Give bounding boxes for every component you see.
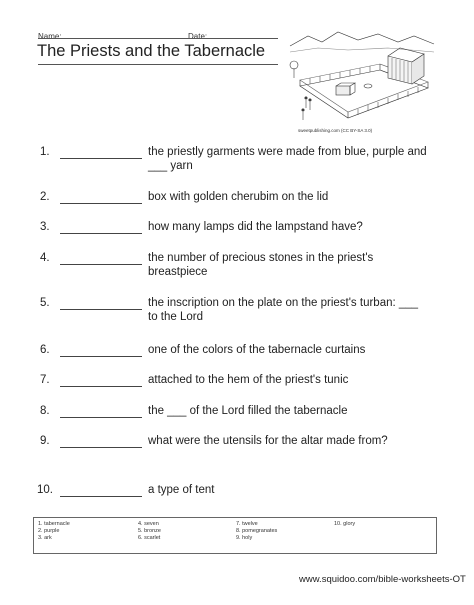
word-bank [33, 517, 437, 554]
question-text: the number of precious stones in the priest's breastpiece [148, 252, 374, 278]
answer-blank[interactable] [60, 356, 142, 357]
question-number: 8. [40, 405, 50, 417]
word-bank-item: 1. tabernacle [38, 521, 70, 527]
question-number: 3. [40, 221, 50, 233]
question-number: 6. [40, 344, 50, 356]
answer-blank[interactable] [60, 264, 142, 265]
question-number: 7. [40, 374, 50, 386]
question-text: what were the utensils for the altar made from? [148, 435, 388, 447]
answer-blank[interactable] [60, 496, 142, 497]
answer-blank[interactable] [60, 386, 142, 387]
image-credit: sweetpublishing.com (CC BY-SA 3.0) [298, 128, 373, 133]
word-bank-item: 10. glory [334, 521, 356, 527]
question-text: the priestly garments were made from blue, purple and ___ yarn [148, 146, 427, 172]
question-number: 2. [40, 191, 50, 203]
tabernacle-illustration [288, 28, 436, 126]
word-bank-item: 7. twelve [236, 521, 258, 527]
name-date-row [38, 28, 278, 42]
question-number: 9. [40, 435, 50, 447]
question-number: 4. [40, 252, 50, 264]
question-text: how many lamps did the lampstand have? [148, 221, 363, 233]
question-text: one of the colors of the tabernacle curtains [148, 344, 366, 356]
word-bank-item: 8. pomegranates [236, 528, 278, 534]
name-label: Name: [38, 32, 62, 41]
answer-blank[interactable] [60, 417, 142, 418]
title-underline [38, 64, 278, 65]
word-bank-item: 5. bronze [138, 528, 161, 534]
question-number: 1. [40, 146, 50, 158]
question-text: box with golden cherubim on the lid [148, 191, 329, 203]
worksheet-title: The Priests and the Tabernacle [37, 42, 266, 60]
answer-blank[interactable] [60, 309, 142, 310]
word-bank-item: 3. ark [38, 535, 52, 541]
question-text: a type of tent [148, 484, 215, 496]
name-date-line [38, 38, 278, 39]
word-bank-item: 6. scarlet [138, 535, 161, 541]
word-bank-item: 4. seven [138, 521, 159, 527]
answer-blank[interactable] [60, 158, 142, 159]
word-bank-item: 9. holy [236, 535, 253, 541]
question-number: 10. [37, 484, 53, 496]
question-text: the ___ of the Lord filled the tabernacle [148, 405, 348, 417]
answer-blank[interactable] [60, 233, 142, 234]
answer-blank[interactable] [60, 447, 142, 448]
footer-url: www.squidoo.com/bible-worksheets-OT [299, 574, 466, 585]
answer-blank[interactable] [60, 203, 142, 204]
question-number: 5. [40, 297, 50, 309]
question-text: attached to the hem of the priest's tunic [148, 374, 349, 386]
date-label: Date: [188, 32, 208, 41]
word-bank-item: 2. purple [38, 528, 60, 534]
question-text: the inscription on the plate on the priest's turban: ___ to the Lord [148, 297, 419, 323]
